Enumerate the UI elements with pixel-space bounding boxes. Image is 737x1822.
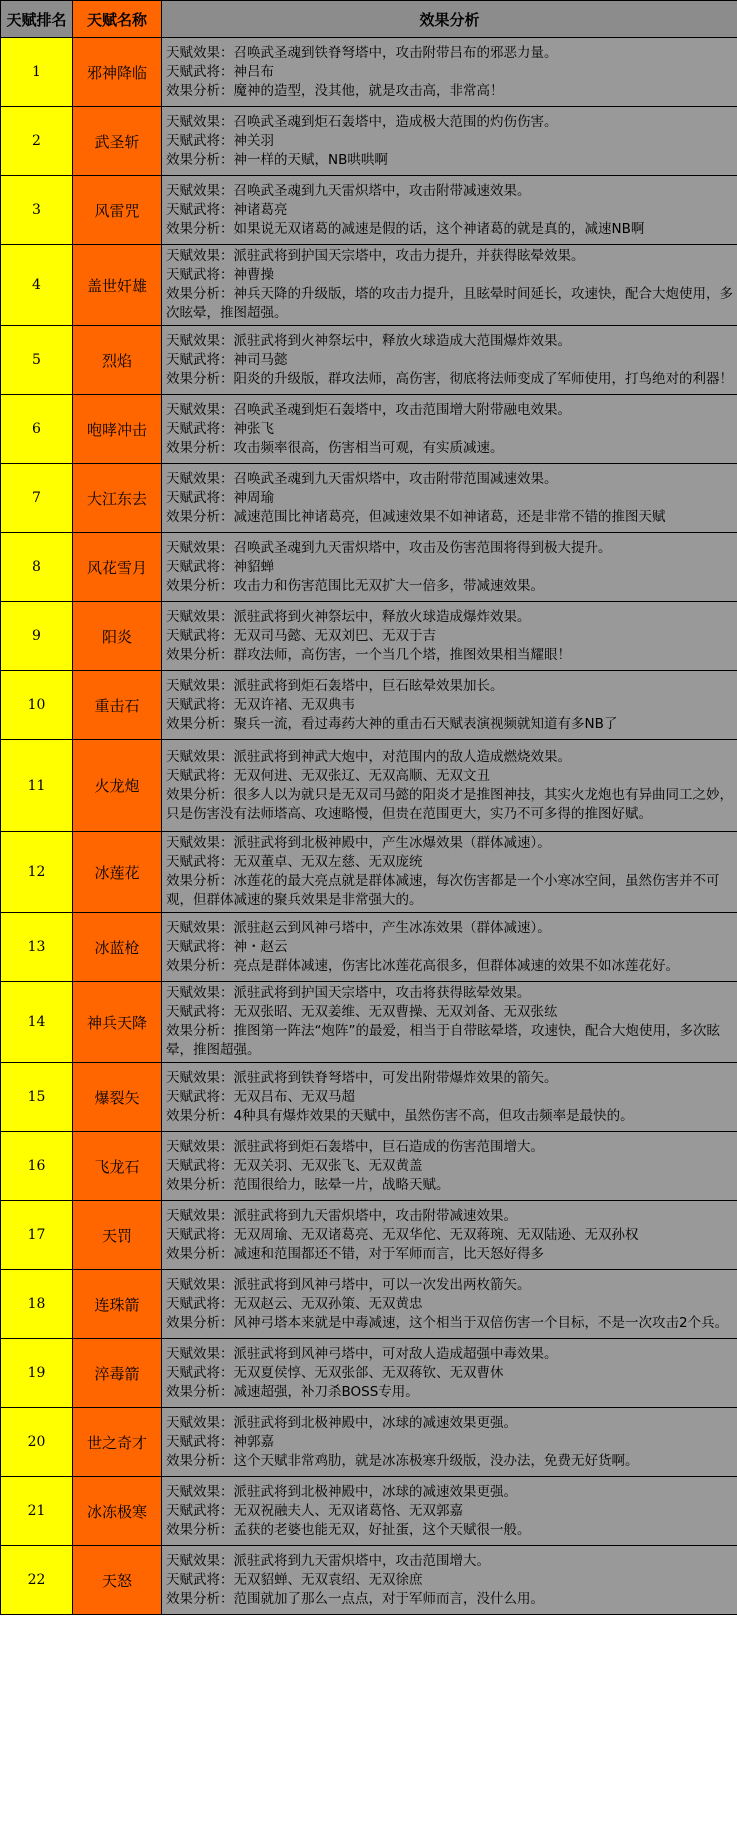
- talent-name-cell: 天怒: [73, 1546, 162, 1615]
- table-row: [1, 671, 737, 740]
- effect-line: [166, 608, 733, 627]
- general-label: 天赋武将：: [166, 1004, 234, 1020]
- general-label: 天赋武将：: [166, 1088, 234, 1105]
- general-line: [166, 1364, 733, 1383]
- analysis-line: [166, 220, 733, 239]
- general-label: 天赋武将：: [166, 1433, 234, 1450]
- general-label: 天赋武将：: [166, 351, 234, 368]
- effect-text: 派驻武将到铁脊弩塔中，可发出附带爆炸效果的箭矢。: [233, 1069, 558, 1086]
- general-line: [166, 696, 733, 715]
- general-line: [166, 1003, 733, 1022]
- effect-label: 天赋效果：: [166, 332, 234, 349]
- analysis-label: 效果分析：: [166, 1176, 234, 1193]
- effect-line: [166, 1345, 733, 1364]
- general-line: [166, 420, 733, 439]
- general-line: [166, 1571, 733, 1590]
- talent-name-cell: 重击石: [73, 671, 162, 740]
- effect-text: 派驻赵云到风神弓塔中，产生冰冻效果（群体减速）。: [233, 919, 551, 936]
- general-text: 无双周瑜、无双诸葛亮、无双华佗、无双蒋琬、无双陆逊、无双孙权: [233, 1226, 639, 1243]
- table-row: [1, 740, 737, 832]
- effect-line: [166, 1276, 733, 1295]
- analysis-line: [166, 1245, 733, 1264]
- table-row: [1, 533, 737, 602]
- analysis-label: 效果分析：: [166, 1107, 234, 1124]
- rank-cell: 11: [1, 740, 73, 832]
- table-body: [1, 38, 737, 1615]
- general-text: 无双夏侯惇、无双张郃、无双蒋钦、无双曹休: [233, 1364, 504, 1381]
- description-cell: [162, 1339, 737, 1408]
- analysis-line: [166, 439, 733, 458]
- talent-name-cell: 冰莲花: [73, 832, 162, 913]
- analysis-text: 减速范围比神诸葛亮，但减速效果不如神诸葛，还是非常不错的推图天赋: [233, 508, 666, 525]
- effect-line: [166, 539, 733, 558]
- analysis-label: 效果分析：: [166, 220, 234, 237]
- general-text: 神吕布: [233, 63, 274, 80]
- effect-line: [166, 401, 733, 420]
- effect-text: 召唤武圣魂到铁脊弩塔中，攻击附带吕布的邪恶力量。: [233, 44, 558, 61]
- table-row: [1, 245, 737, 326]
- effect-line: [166, 1552, 733, 1571]
- rank-cell: 10: [1, 671, 73, 740]
- effect-label: 天赋效果：: [166, 182, 234, 199]
- general-line: [166, 1433, 733, 1452]
- general-label: 天赋武将：: [166, 1502, 234, 1519]
- general-line: [166, 1226, 733, 1245]
- table-row: [1, 395, 737, 464]
- description-cell: [162, 1546, 737, 1615]
- effect-text: 召唤武圣魂到炬石轰塔中，攻击范围增大附带融电效果。: [233, 401, 571, 418]
- analysis-line: [166, 715, 733, 734]
- effect-line: [166, 1414, 733, 1433]
- analysis-label: 效果分析：: [166, 151, 234, 168]
- general-line: [166, 853, 733, 872]
- rank-cell: 8: [1, 533, 73, 602]
- table-row: [1, 1408, 737, 1477]
- analysis-line: [166, 1452, 733, 1471]
- analysis-label: 效果分析：: [166, 286, 234, 302]
- general-text: 无双董卓、无双左慈、无双庞统: [233, 854, 423, 870]
- analysis-line: [166, 1107, 733, 1126]
- analysis-label: 效果分析：: [166, 873, 234, 889]
- table-row: [1, 107, 737, 176]
- talent-name-cell: 风雷咒: [73, 176, 162, 245]
- rank-cell: 18: [1, 1270, 73, 1339]
- effect-label: 天赋效果：: [166, 1207, 234, 1224]
- effect-line: [166, 1483, 733, 1502]
- talent-name-cell: 天罚: [73, 1201, 162, 1270]
- effect-label: 天赋效果：: [166, 113, 234, 130]
- rank-cell: 3: [1, 176, 73, 245]
- effect-line: [166, 748, 733, 767]
- table-row: [1, 1201, 737, 1270]
- general-label: 天赋武将：: [166, 1571, 234, 1588]
- effect-label: 天赋效果：: [166, 1069, 234, 1086]
- rank-cell: 1: [1, 38, 73, 107]
- general-text: 神司马懿: [233, 351, 288, 368]
- description-cell: [162, 1408, 737, 1477]
- effect-text: 派驻武将到火神祭坛中，释放火球造成大范围爆炸效果。: [233, 332, 571, 349]
- rank-cell: 21: [1, 1477, 73, 1546]
- effect-label: 天赋效果：: [166, 1483, 234, 1500]
- analysis-text: 4种具有爆炸效果的天赋中，虽然伤害不高，但攻击频率是最快的。: [233, 1107, 634, 1124]
- effect-label: 天赋效果：: [166, 1138, 234, 1155]
- general-label: 天赋武将：: [166, 132, 234, 149]
- effect-line: [166, 182, 733, 201]
- rank-cell: 15: [1, 1063, 73, 1132]
- effect-text: 派驻武将到炬石轰塔中，巨石造成的伤害范围增大。: [233, 1138, 544, 1155]
- description-cell: [162, 671, 737, 740]
- effect-line: [166, 834, 733, 853]
- analysis-text: 神兵天降的升级版，塔的攻击力提升，且眩晕时间延长，攻速快，配合大炮使用，多次眩晕，推图超强。: [166, 286, 733, 321]
- talent-name-cell: 冰冻极寒: [73, 1477, 162, 1546]
- talent-name-cell: 阳炎: [73, 602, 162, 671]
- effect-label: 天赋效果：: [166, 470, 234, 487]
- general-line: [166, 489, 733, 508]
- general-line: [166, 767, 733, 786]
- analysis-line: [166, 577, 733, 596]
- effect-line: [166, 1069, 733, 1088]
- table-row: [1, 1270, 737, 1339]
- general-line: [166, 938, 733, 957]
- effect-text: 派驻武将到风神弓塔中，可以一次发出两枚箭矢。: [233, 1276, 531, 1293]
- general-text: 神周瑜: [233, 489, 274, 506]
- effect-label: 天赋效果：: [166, 44, 234, 61]
- analysis-label: 效果分析：: [166, 1452, 234, 1469]
- general-text: 无双何进、无双张辽、无双高顺、无双文丑: [233, 767, 490, 784]
- effect-text: 召唤武圣魂到九天雷炽塔中，攻击附带减速效果。: [233, 182, 531, 199]
- analysis-text: 范围很给力，眩晕一片，战略天赋。: [233, 1176, 450, 1193]
- header-desc: 效果分析: [162, 1, 737, 38]
- table-row: [1, 1546, 737, 1615]
- general-label: 天赋武将：: [166, 489, 234, 506]
- analysis-text: 减速和范围都还不错，对于军师而言，比天怒好得多: [233, 1245, 544, 1262]
- table-row: [1, 1477, 737, 1546]
- general-label: 天赋武将：: [166, 267, 234, 283]
- effect-line: [166, 44, 733, 63]
- analysis-line: [166, 1590, 733, 1609]
- effect-label: 天赋效果：: [166, 1552, 234, 1569]
- talent-name-cell: 风花雪月: [73, 533, 162, 602]
- table-row: [1, 464, 737, 533]
- table-row: [1, 326, 737, 395]
- talent-name-cell: 邪神降临: [73, 38, 162, 107]
- analysis-text: 孟获的老婆也能无双，好扯蛋，这个天赋很一般。: [233, 1521, 531, 1538]
- description-cell: [162, 1270, 737, 1339]
- effect-text: 派驻武将到北极神殿中，冰球的减速效果更强。: [233, 1414, 517, 1431]
- analysis-label: 效果分析：: [166, 370, 234, 387]
- analysis-text: 如果说无双诸葛的减速是假的话，这个神诸葛的就是真的，减速NB啊: [233, 220, 645, 237]
- effect-text: 召唤武圣魂到炬石轰塔中，造成极大范围的灼伤伤害。: [233, 113, 558, 130]
- analysis-label: 效果分析：: [166, 786, 234, 803]
- analysis-line: [166, 1314, 733, 1333]
- effect-label: 天赋效果：: [166, 748, 234, 765]
- talent-name-cell: 烈焰: [73, 326, 162, 395]
- rank-cell: 22: [1, 1546, 73, 1615]
- general-text: 神曹操: [233, 267, 274, 283]
- description-cell: [162, 1201, 737, 1270]
- effect-label: 天赋效果：: [166, 539, 234, 556]
- effect-line: [166, 247, 733, 266]
- analysis-line: [166, 285, 733, 323]
- general-text: 无双关羽、无双张飞、无双黄盖: [233, 1157, 423, 1174]
- general-label: 天赋武将：: [166, 627, 234, 644]
- general-line: [166, 1502, 733, 1521]
- effect-line: [166, 1138, 733, 1157]
- analysis-line: [166, 151, 733, 170]
- effect-label: 天赋效果：: [166, 401, 234, 418]
- effect-label: 天赋效果：: [166, 1414, 234, 1431]
- description-cell: [162, 913, 737, 982]
- general-label: 天赋武将：: [166, 767, 234, 784]
- table-row: [1, 176, 737, 245]
- effect-text: 派驻武将到神武大炮中，对范围内的敌人造成燃烧效果。: [233, 748, 571, 765]
- general-line: [166, 351, 733, 370]
- header-rank: 天赋排名: [1, 1, 73, 38]
- talent-name-cell: 爆裂矢: [73, 1063, 162, 1132]
- analysis-text: 攻击力和伤害范围比无双扩大一倍多，带减速效果。: [233, 577, 544, 594]
- talent-name-cell: 大江东去: [73, 464, 162, 533]
- rank-cell: 5: [1, 326, 73, 395]
- description-cell: [162, 38, 737, 107]
- effect-line: [166, 1207, 733, 1226]
- general-text: 无双张昭、无双姜维、无双曹操、无双刘备、无双张纮: [233, 1004, 558, 1020]
- talent-name-cell: 火龙炮: [73, 740, 162, 832]
- analysis-line: [166, 1176, 733, 1195]
- talent-name-cell: 咆哮冲击: [73, 395, 162, 464]
- analysis-text: 范围就加了那么一点点，对于军师而言，没什么用。: [233, 1590, 544, 1607]
- analysis-label: 效果分析：: [166, 1023, 234, 1039]
- table-row: [1, 832, 737, 913]
- general-line: [166, 132, 733, 151]
- analysis-line: [166, 82, 733, 101]
- table-header-row: [1, 1, 737, 38]
- general-text: 无双吕布、无双马超: [233, 1088, 355, 1105]
- talent-name-cell: 盖世奸雄: [73, 245, 162, 326]
- analysis-line: [166, 957, 733, 976]
- effect-label: 天赋效果：: [166, 835, 234, 851]
- rank-cell: 12: [1, 832, 73, 913]
- effect-label: 天赋效果：: [166, 248, 234, 264]
- description-cell: [162, 245, 737, 326]
- analysis-label: 效果分析：: [166, 439, 234, 456]
- analysis-text: 魔神的造型，没其他，就是攻击高，非常高！: [233, 82, 504, 99]
- analysis-label: 效果分析：: [166, 1314, 234, 1331]
- effect-text: 派驻武将到北极神殿中，冰球的减速效果更强。: [233, 1483, 517, 1500]
- effect-text: 派驻武将到火神祭坛中，释放火球造成爆炸效果。: [233, 608, 531, 625]
- effect-label: 天赋效果：: [166, 1276, 234, 1293]
- table-row: [1, 1063, 737, 1132]
- description-cell: [162, 832, 737, 913]
- analysis-text: 聚兵一流，看过毒药大神的重击石天赋表演视频就知道有多NB了: [233, 715, 618, 732]
- analysis-line: [166, 1383, 733, 1402]
- general-line: [166, 63, 733, 82]
- general-text: 无双许褚、无双典韦: [233, 696, 355, 713]
- general-label: 天赋武将：: [166, 201, 234, 218]
- header-name: 天赋名称: [73, 1, 162, 38]
- analysis-line: [166, 872, 733, 910]
- effect-label: 天赋效果：: [166, 985, 234, 1001]
- general-label: 天赋武将：: [166, 558, 234, 575]
- general-line: [166, 1088, 733, 1107]
- effect-label: 天赋效果：: [166, 677, 234, 694]
- talent-name-cell: 武圣斩: [73, 107, 162, 176]
- description-cell: [162, 107, 737, 176]
- talent-name-cell: 冰蓝枪: [73, 913, 162, 982]
- description-cell: [162, 395, 737, 464]
- analysis-label: 效果分析：: [166, 82, 234, 99]
- description-cell: [162, 176, 737, 245]
- general-label: 天赋武将：: [166, 1157, 234, 1174]
- table-row: [1, 913, 737, 982]
- general-text: 神郭嘉: [233, 1433, 274, 1450]
- general-label: 天赋武将：: [166, 696, 234, 713]
- table-row: [1, 1339, 737, 1408]
- analysis-text: 减速超强，补刀杀BOSS专用。: [233, 1383, 419, 1400]
- effect-text: 派驻武将到炬石轰塔中，巨石眩晕效果加长。: [233, 677, 504, 694]
- effect-label: 天赋效果：: [166, 919, 234, 936]
- rank-cell: 16: [1, 1132, 73, 1201]
- analysis-label: 效果分析：: [166, 1590, 234, 1607]
- analysis-label: 效果分析：: [166, 1245, 234, 1262]
- general-text: 无双司马懿、无双刘巴、无双于吉: [233, 627, 436, 644]
- effect-text: 派驻武将到护国天宗塔中，攻击将获得眩晕效果。: [233, 985, 531, 1001]
- effect-text: 派驻武将到九天雷炽塔中，攻击附带减速效果。: [233, 1207, 517, 1224]
- analysis-label: 效果分析：: [166, 1521, 234, 1538]
- analysis-text: 冰莲花的最大亮点就是群体减速，每次伤害都是一个小寒冰空间，虽然伤害并不可观，但群体减速的聚兵效果是非常强大的。: [166, 873, 720, 908]
- general-label: 天赋武将：: [166, 1295, 234, 1312]
- analysis-label: 效果分析：: [166, 508, 234, 525]
- rank-cell: 4: [1, 245, 73, 326]
- rank-cell: 20: [1, 1408, 73, 1477]
- table-row: [1, 602, 737, 671]
- general-line: [166, 266, 733, 285]
- table-row: [1, 982, 737, 1063]
- effect-label: 天赋效果：: [166, 608, 234, 625]
- description-cell: [162, 982, 737, 1063]
- general-label: 天赋武将：: [166, 63, 234, 80]
- analysis-line: [166, 1022, 733, 1060]
- effect-line: [166, 984, 733, 1003]
- effect-text: 派驻武将到风神弓塔中，可对敌人造成超强中毒效果。: [233, 1345, 558, 1362]
- rank-cell: 14: [1, 982, 73, 1063]
- general-text: 无双貂蝉、无双袁绍、无双徐庶: [233, 1571, 423, 1588]
- analysis-text: 群攻法师，高伤害，一个当几个塔，推图效果相当耀眼！: [233, 646, 571, 663]
- general-text: 无双祝融夫人、无双诸葛恪、无双郭嘉: [233, 1502, 463, 1519]
- rank-cell: 7: [1, 464, 73, 533]
- talent-name-cell: 飞龙石: [73, 1132, 162, 1201]
- analysis-line: [166, 370, 733, 389]
- analysis-line: [166, 646, 733, 665]
- effect-line: [166, 677, 733, 696]
- description-cell: [162, 1132, 737, 1201]
- effect-line: [166, 113, 733, 132]
- effect-text: 派驻武将到北极神殿中，产生冰爆效果（群体减速）。: [233, 835, 551, 851]
- analysis-label: 效果分析：: [166, 957, 234, 974]
- rank-cell: 19: [1, 1339, 73, 1408]
- description-cell: [162, 464, 737, 533]
- general-line: [166, 627, 733, 646]
- effect-text: 派驻武将到九天雷炽塔中，攻击范围增大。: [233, 1552, 490, 1569]
- analysis-text: 攻击频率很高，伤害相当可观，有实质减速。: [233, 439, 504, 456]
- general-label: 天赋武将：: [166, 1226, 234, 1243]
- analysis-line: [166, 786, 733, 824]
- general-text: 无双赵云、无双孙策、无双黄忠: [233, 1295, 423, 1312]
- rank-cell: 2: [1, 107, 73, 176]
- analysis-line: [166, 1521, 733, 1540]
- effect-line: [166, 332, 733, 351]
- general-text: 神貂蝉: [233, 558, 274, 575]
- description-cell: [162, 533, 737, 602]
- effect-line: [166, 470, 733, 489]
- table-row: [1, 38, 737, 107]
- description-cell: [162, 602, 737, 671]
- rank-cell: 9: [1, 602, 73, 671]
- general-text: 神张飞: [233, 420, 274, 437]
- description-cell: [162, 740, 737, 832]
- general-line: [166, 1295, 733, 1314]
- analysis-text: 推图第一阵法“炮阵”的最爱，相当于自带眩晕塔，攻速快，配合大炮使用，多次眩晕，推图超强。: [166, 1023, 720, 1058]
- rank-cell: 13: [1, 913, 73, 982]
- general-line: [166, 558, 733, 577]
- analysis-text: 风神弓塔本来就是中毒减速，这个相当于双倍伤害一个目标，不是一次攻击2个兵。: [233, 1314, 729, 1331]
- general-label: 天赋武将：: [166, 854, 234, 870]
- analysis-text: 神一样的天赋，NB哄哄啊: [233, 151, 388, 168]
- description-cell: [162, 1477, 737, 1546]
- analysis-text: 很多人以为就只是无双司马懿的阳炎才是推图神技，其实火龙炮也有异曲同工之妙，只是伤害没有法师塔高、攻速略慢，但贵在范围更大，实乃不可多得的推图好赋。: [166, 786, 733, 822]
- talent-name-cell: 神兵天降: [73, 982, 162, 1063]
- talent-name-cell: 连珠箭: [73, 1270, 162, 1339]
- rank-cell: 17: [1, 1201, 73, 1270]
- rank-cell: 6: [1, 395, 73, 464]
- general-text: 神诸葛亮: [233, 201, 288, 218]
- table-row: [1, 1132, 737, 1201]
- analysis-text: 这个天赋非常鸡肋，就是冰冻极寒升级版，没办法，免费无好货啊。: [233, 1452, 639, 1469]
- description-cell: [162, 326, 737, 395]
- talent-name-cell: 世之奇才: [73, 1408, 162, 1477]
- analysis-text: 阳炎的升级版，群攻法师，高伤害，彻底将法师变成了军师使用，打鸟绝对的利器！: [233, 370, 733, 387]
- effect-text: 派驻武将到护国天宗塔中，攻击力提升，并获得眩晕效果。: [233, 248, 585, 264]
- analysis-label: 效果分析：: [166, 715, 234, 732]
- effect-label: 天赋效果：: [166, 1345, 234, 1362]
- talent-name-cell: 淬毒箭: [73, 1339, 162, 1408]
- effect-text: 召唤武圣魂到九天雷炽塔中，攻击及伤害范围将得到极大提升。: [233, 539, 612, 556]
- analysis-label: 效果分析：: [166, 1383, 234, 1400]
- general-text: 神・赵云: [233, 938, 288, 955]
- analysis-text: 亮点是群体减速，伤害比冰莲花高很多，但群体减速的效果不如冰莲花好。: [233, 957, 679, 974]
- general-label: 天赋武将：: [166, 938, 234, 955]
- analysis-line: [166, 508, 733, 527]
- general-line: [166, 1157, 733, 1176]
- general-text: 神关羽: [233, 132, 274, 149]
- effect-text: 召唤武圣魂到九天雷炽塔中，攻击附带范围减速效果。: [233, 470, 558, 487]
- description-cell: [162, 1063, 737, 1132]
- effect-line: [166, 919, 733, 938]
- analysis-label: 效果分析：: [166, 646, 234, 663]
- general-line: [166, 201, 733, 220]
- general-label: 天赋武将：: [166, 420, 234, 437]
- general-label: 天赋武将：: [166, 1364, 234, 1381]
- analysis-label: 效果分析：: [166, 577, 234, 594]
